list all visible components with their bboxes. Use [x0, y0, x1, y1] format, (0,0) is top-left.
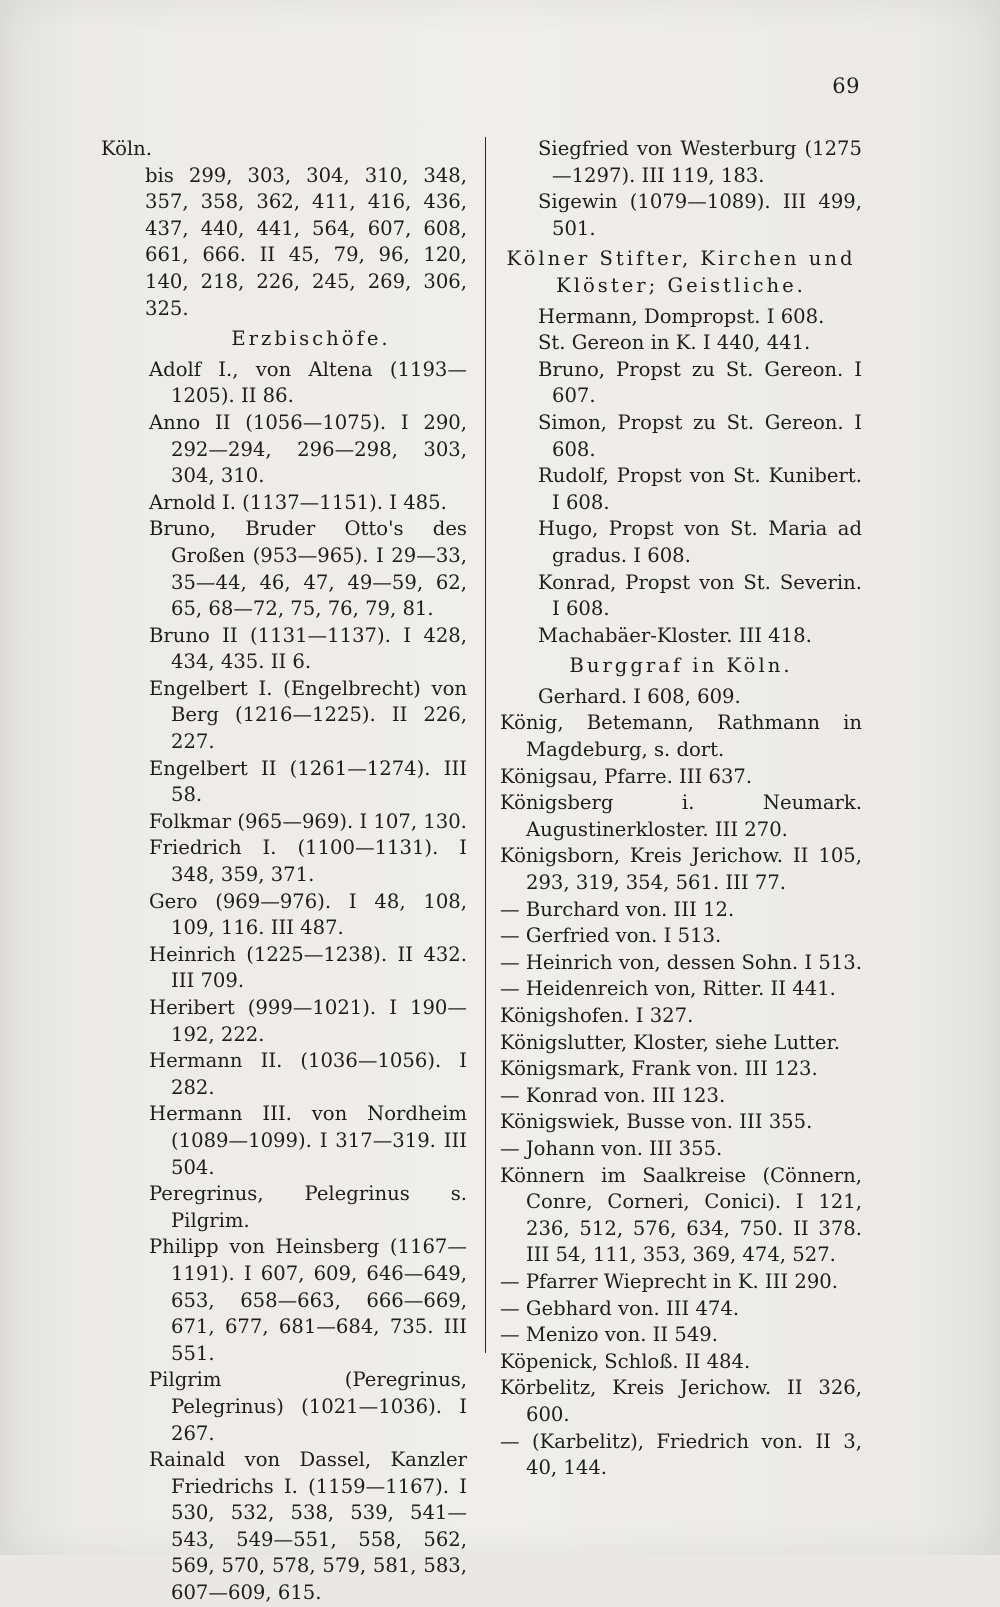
index-subentry: Engelbert II (1261—1274). III 58.: [149, 756, 467, 807]
index-subentry: Rainald von Dassel, Kanzler Friedrichs I. (1159—1167). I 530, 532, 538, 539, 541—543, 549—551, 558, 562, 569, 570, 578, 579, 581, 583, 607—609, 615.: [149, 1448, 467, 1605]
index-subentry: Adolf I., von Altena (1193—1205). II 86.: [149, 357, 467, 408]
index-subentry: Hermann, Dompropst. I 608.: [538, 304, 825, 328]
index-subentry: Gero (969—976). I 48, 108, 109, 116. III 487.: [149, 889, 467, 940]
index-subentry: St. Gereon in K. I 440, 441.: [538, 331, 811, 355]
index-entry: Köpenick, Schloß. II 484.: [500, 1349, 751, 1373]
index-entry: — Johann von. III 355.: [500, 1136, 723, 1160]
index-heading: Köln.: [101, 137, 153, 160]
index-entry: Könnern im Saalkreise (Cönnern, Conre, Corneri, Conici). I 121, 236, 512, 576, 634, 750. II 378. III 54, 111, 353, 369, 474, 527.: [500, 1163, 862, 1267]
index-entry: Königslutter, Kloster, siehe Lutter.: [500, 1030, 840, 1054]
index-entry: — Burchard von. III 12.: [500, 897, 735, 921]
index-entry: Königsberg i. Neumark. Augustinerkloster. III 270.: [500, 791, 862, 841]
index-subentry: Simon, Propst zu St. Gereon. I 608.: [538, 410, 862, 461]
section-heading: Erzbischöfe.: [231, 327, 391, 351]
index-subentry: Engelbert I. (Engelbrecht) von Berg (1216—1225). II 226, 227.: [149, 676, 467, 754]
index-entry: — (Karbelitz), Friedrich von. II 3, 40, 144.: [500, 1429, 862, 1480]
index-subentry: Rudolf, Propst von St. Kunibert. I 608.: [538, 464, 862, 514]
index-entry: — Konrad von. III 123.: [500, 1083, 726, 1107]
page-number: 69: [832, 74, 860, 98]
index-subentry: Sigewin (1079—1089). III 499, 501.: [538, 190, 862, 240]
index-continuation: bis 299, 303, 304, 310, 348, 357, 358, 362, 411, 416, 436, 437, 440, 441, 564, 607, 608, 661, 666. II 45, 79, 96, 120, 140, 218, 226, 245, 269, 306, 325.: [145, 163, 467, 320]
section-heading: Burggraf in Köln.: [569, 654, 793, 678]
index-subentry: Heinrich (1225—1238). II 432. III 709.: [149, 942, 467, 993]
index-entry: Königsau, Pfarre. III 637.: [500, 764, 753, 788]
index-subentry: Bruno II (1131—1137). I 428, 434, 435. II 6.: [149, 623, 467, 674]
column-divider: [485, 137, 486, 1353]
index-entry: — Heidenreich von, Ritter. II 441.: [500, 977, 836, 1001]
index-subentry: Hugo, Propst von St. Maria ad gradus. I 608.: [538, 517, 862, 567]
left-column: [101, 136, 467, 1607]
index-entry: Königsborn, Kreis Jerichow. II 105, 293, 319, 354, 561. III 77.: [500, 844, 862, 895]
index-entry: Königsmark, Frank von. III 123.: [500, 1057, 818, 1081]
index-subentry: Bruno, Propst zu St. Gereon. I 607.: [538, 357, 862, 408]
index-subentry: Pilgrim (Peregrinus, Pelegrinus) (1021—1036). I 267.: [149, 1368, 467, 1445]
index-entry: — Gebhard von. III 474.: [500, 1296, 740, 1320]
index-subentry: Konrad, Propst von St. Severin. I 608.: [538, 570, 862, 621]
index-entry: König, Betemann, Rathmann in Magdeburg, s. dort.: [500, 711, 862, 762]
index-subentry: Machabäer-Kloster. III 418.: [538, 623, 812, 647]
index-subentry: Gerhard. I 608, 609.: [538, 684, 741, 708]
index-subentry: Peregrinus, Pelegrinus s. Pilgrim.: [149, 1182, 467, 1232]
index-subentry: Heribert (999—1021). I 190—192, 222.: [149, 996, 467, 1046]
index-subentry: Arnold I. (1137—1151). I 485.: [149, 490, 447, 514]
index-entry: Königshofen. I 327.: [500, 1004, 694, 1027]
index-subentry: Folkmar (965—969). I 107, 130.: [149, 809, 467, 833]
index-subentry: Bruno, Bruder Otto's des Großen (953—965). I 29—33, 35—44, 46, 47, 49—59, 62, 65, 68—72, 75, 76, 79, 81.: [149, 517, 467, 621]
right-column: [500, 136, 862, 1482]
index-entry: — Gerfried von. I 513.: [500, 924, 722, 948]
index-subentry: Philipp von Heinsberg (1167—1191). I 607, 609, 646—649, 653, 658—663, 666—669, 671, 677, 681—684, 735. III 551.: [149, 1235, 467, 1365]
index-entry: — Menizo von. II 549.: [500, 1323, 718, 1347]
index-entry: — Pfarrer Wieprecht in K. III 290.: [500, 1269, 839, 1293]
index-subentry: Anno II (1056—1075). I 290, 292—294, 296—298, 303, 304, 310.: [149, 410, 467, 488]
index-subentry: Hermann II. (1036—1056). I 282.: [149, 1049, 467, 1099]
index-subentry: Siegfried von Westerburg (1275—1297). III 119, 183.: [538, 137, 862, 187]
section-heading: Kölner Stifter, Kirchen und Klöster; Geistliche.: [506, 247, 856, 297]
index-entry: — Heinrich von, dessen Sohn. I 513.: [500, 950, 862, 974]
index-entry: Königswiek, Busse von. III 355.: [500, 1110, 813, 1134]
index-entry: Körbelitz, Kreis Jerichow. II 326, 600.: [500, 1376, 862, 1426]
index-subentry: Hermann III. von Nordheim (1089—1099). I 317—319. III 504.: [149, 1102, 467, 1179]
index-subentry: Friedrich I. (1100—1131). I 348, 359, 371.: [149, 836, 467, 887]
